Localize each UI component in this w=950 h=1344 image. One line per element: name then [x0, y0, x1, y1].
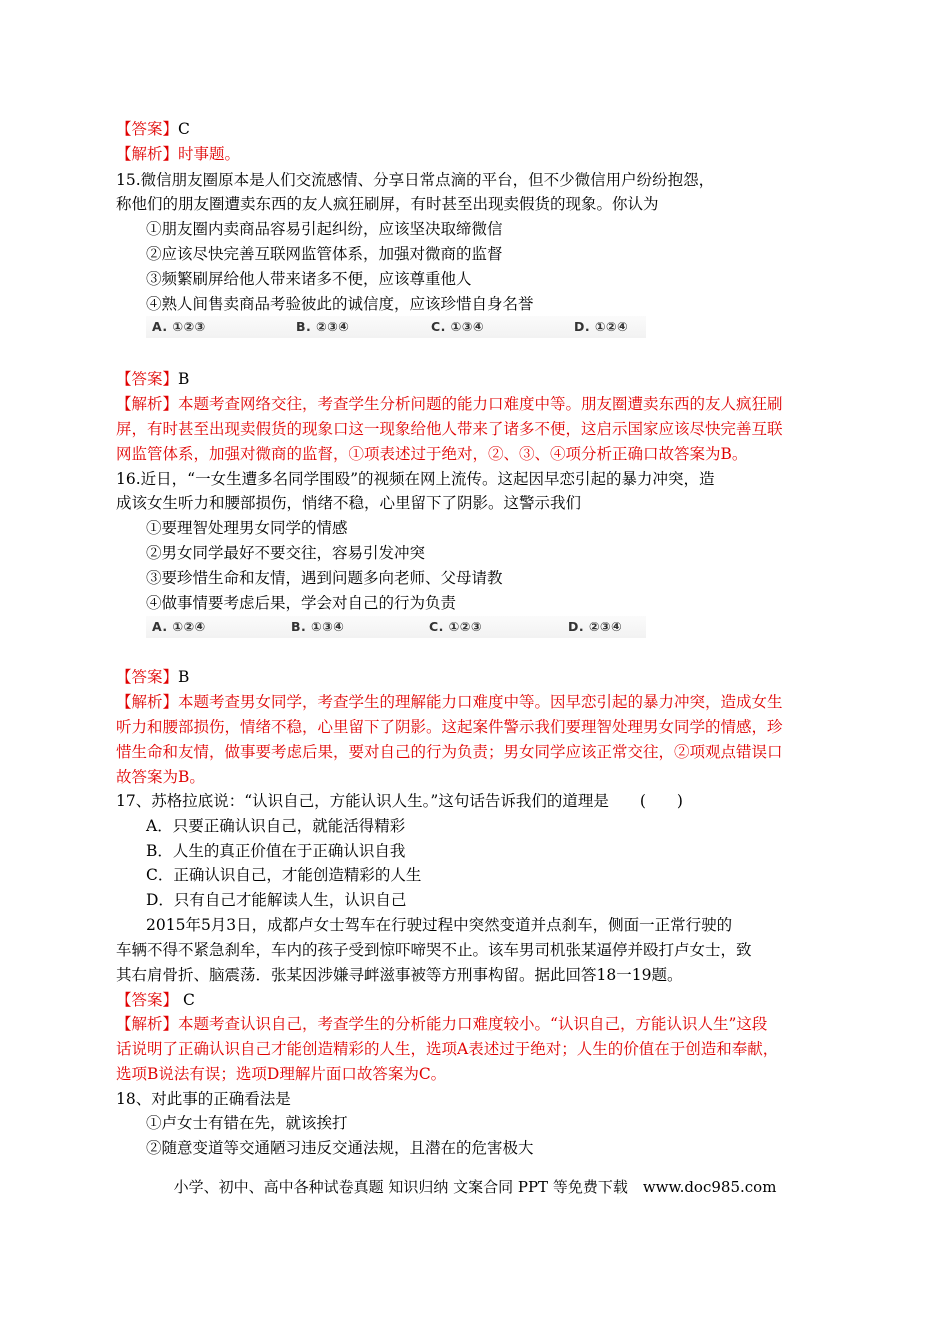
line-text: 16.近日，“一女生遭多名同学围殴”的视频在网上流传。这起因早恋引起的暴力冲突，造	[116, 470, 715, 488]
text-line	[146, 268, 472, 290]
line-text: ①朋友圈内卖商品容易引起纠纷，应该坚决取缔微信	[146, 220, 503, 238]
text-line	[116, 790, 683, 812]
line-text: B	[178, 370, 190, 388]
line-text: 18、对此事的正确看法是	[116, 1090, 291, 1108]
line-text: 17、苏格拉底说：“认识自己，方能认识人生。”这句话告诉我们的道理是 ( )	[116, 792, 683, 810]
line-text: 话说明了正确认识自己才能创造精彩的人生，选项A表述过于绝对；人生的价值在于创造和奉献，	[116, 1040, 779, 1058]
text-line	[146, 1137, 534, 1159]
line-text: ③要珍惜生命和友情，遇到问题多向老师、父母请教	[146, 569, 503, 587]
line-text: ①卢女士有错在先，就该挨打	[146, 1114, 348, 1132]
text-line	[146, 914, 732, 936]
text-line	[116, 766, 205, 788]
line-text: ④做事情要考虑后果，学会对自己的行为负责	[146, 594, 457, 612]
line-text: 15.微信朋友圈原本是人们交流感情、分享日常点滴的平台，但不少微信用户纷纷抱怨，	[116, 171, 715, 189]
text-line	[116, 964, 682, 986]
q16-option-c: C. ①②③	[429, 619, 483, 634]
text-line	[146, 243, 503, 265]
text-line	[146, 889, 406, 911]
text-line	[146, 1112, 348, 1134]
text-line	[116, 393, 783, 415]
line-text: C	[178, 120, 190, 138]
line-text: 成该女生听力和腰部损伤，悄绪不稳，心里留下了阴影。这警示我们	[116, 494, 582, 512]
text-line	[116, 939, 752, 961]
page-footer: 小学、初中、高中各种试卷真题 知识归纳 文案合同 PPT 等免费下载 www.doc985.com	[173, 1178, 777, 1196]
line-text: 网监管体系，加强对微商的监督，①项表述过于绝对，②、③、④项分析正确口故答案为B。	[116, 445, 748, 463]
q15-options-image	[146, 316, 646, 338]
answer-tag: 【答案】	[116, 120, 179, 138]
text-line	[116, 691, 783, 713]
q16-option-b: B. ①③④	[291, 619, 345, 634]
q15-option-a: A. ①②③	[152, 319, 206, 334]
text-line	[116, 418, 783, 440]
line-text: B．人生的真正价值在于正确认识自我	[146, 842, 406, 860]
text-line	[146, 517, 348, 539]
text-line	[116, 1038, 778, 1060]
text-line	[116, 193, 659, 215]
text-line	[116, 1013, 767, 1035]
text-line	[146, 542, 425, 564]
text-line	[116, 716, 783, 738]
q16-option-a: A. ①②④	[152, 619, 206, 634]
line-text: C．正确认识自己，才能创造精彩的人生	[146, 866, 422, 884]
text-line	[116, 468, 715, 490]
text-line	[116, 169, 714, 191]
q16-options-image	[146, 616, 646, 638]
answer-tag: 【解析】	[116, 395, 179, 413]
line-text: ②应该尽快完善互联网监管体系，加强对微商的监督	[146, 245, 503, 263]
text-line	[146, 864, 421, 886]
line-text: 本题考查男女同学，考查学生的理解能力口难度中等。因早恋引起的暴力冲突，造成女生	[178, 693, 783, 711]
text-line	[116, 1088, 291, 1110]
line-text: 故答案为B。	[116, 768, 205, 786]
line-text: A．只要正确认识自己，就能活得精彩	[146, 817, 406, 835]
text-line	[146, 592, 456, 614]
q15-option-c: C. ①③④	[431, 319, 485, 334]
q15-option-d: D. ①②④	[574, 319, 629, 334]
q15-option-b: B. ②③④	[296, 319, 350, 334]
text-line	[146, 567, 503, 589]
answer-tag: 【答案】	[116, 370, 179, 388]
line-text: B	[178, 668, 190, 686]
answer-tag: 【解析】	[116, 693, 179, 711]
text-line	[146, 840, 405, 862]
text-line	[116, 118, 190, 140]
line-text: 本题考查认识自己，考查学生的分析能力口难度较小。“认识自己，方能认识人生”这段	[178, 1015, 768, 1033]
text-line	[116, 1063, 446, 1085]
text-line	[146, 293, 534, 315]
line-text: ④熟人间售卖商品考验彼此的诚信度，应该珍惜自身名誉	[146, 295, 534, 313]
answer-tag: 【解析】	[116, 145, 179, 163]
text-line	[116, 368, 189, 390]
line-text: ①要理智处理男女同学的情感	[146, 519, 348, 537]
answer-tag: 【解析】	[116, 1015, 179, 1033]
line-text: 时事题。	[178, 145, 241, 163]
line-text: ③频繁刷屏给他人带来诸多不便，应该尊重他人	[146, 270, 472, 288]
text-line	[146, 218, 503, 240]
text-line	[116, 492, 581, 514]
line-text: 本题考查网络交往，考查学生分析问题的能力口难度中等。朋友圈遭卖东西的友人疯狂刷	[178, 395, 783, 413]
line-text: 屏，有时甚至出现卖假货的现象口这一现象给他人带来了诸多不便，这启示国家应该尽快完善互联	[116, 420, 783, 438]
line-text: C	[178, 991, 195, 1009]
line-text: 听力和腰部损伤，情绪不稳，心里留下了阴影。这起案件警示我们要理智处理男女同学的情感，珍	[116, 718, 783, 736]
line-text: 选项B说法有误；选项D理解片面口故答案为C。	[116, 1065, 447, 1083]
answer-tag: 【答案】	[116, 991, 179, 1009]
text-line	[116, 989, 195, 1011]
text-line	[116, 666, 189, 688]
line-text: ②男女同学最好不要交往，容易引发冲突	[146, 544, 426, 562]
line-text: ②随意变道等交通陋习违反交通法规，且潜在的危害极大	[146, 1139, 534, 1157]
line-text: D．只有自己才能解读人生，认识自己	[146, 891, 407, 909]
line-text: 车辆不得不紧急刹牟，车内的孩子受到惊吓啼哭不止。该车男司机张某逼停并殴打卢女士，致	[116, 941, 752, 959]
line-text: 称他们的朋友圈遭卖东西的友人疯狂刷屏，有时甚至出现卖假货的现象。你认为	[116, 195, 659, 213]
line-text: 惜生命和友情，做事要考虑后果，要对自己的行为负责；男女同学应该正常交往，②项观点错误口	[116, 743, 783, 761]
text-line	[116, 443, 747, 465]
line-text: 其右肩骨折、脑震荡．张某因涉嫌寻衅滋事被等方刑事构留。据此回答18一19题。	[116, 966, 683, 984]
answer-tag: 【答案】	[116, 668, 179, 686]
text-line	[146, 815, 405, 837]
text-line	[116, 741, 783, 763]
line-text: 2015年5月3日，成都卢女士驾车在行驶过程中突然变道并点刹车，侧面一正常行驶的	[146, 916, 733, 934]
text-line	[116, 143, 240, 165]
q16-option-d: D. ②③④	[568, 619, 623, 634]
